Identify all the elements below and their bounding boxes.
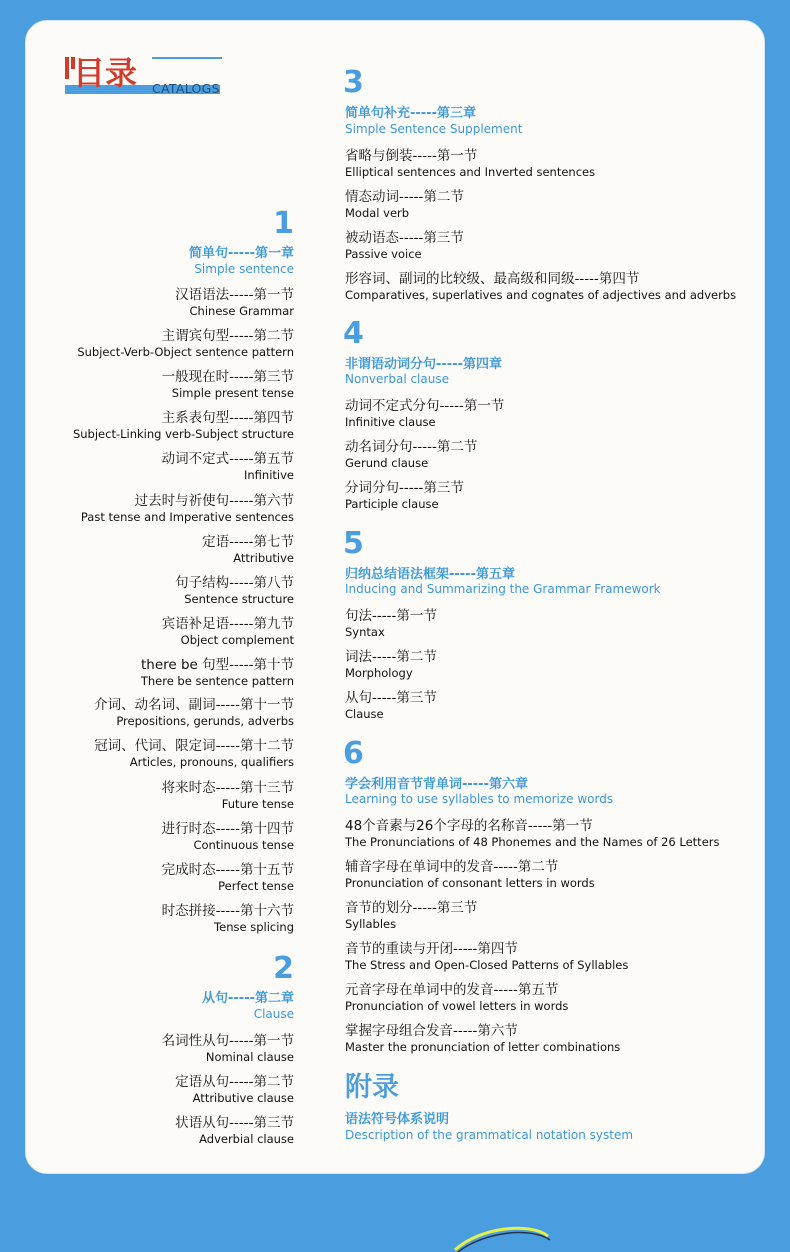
section-title-zh: 主系表句型-----第四节 (161, 410, 294, 426)
section-item[interactable] (345, 271, 736, 302)
chapter-title-zh[interactable]: 非谓语动词分句-----第四章 (345, 357, 502, 372)
section-title-zh: 词法-----第二节 (345, 649, 437, 665)
chapter-title-zh[interactable]: 简单句补充-----第三章 (345, 106, 476, 121)
section-title-en: Pronunciation of vowel letters in words (345, 999, 569, 1013)
section-title-en: Syntax (345, 625, 385, 639)
section-title-zh: 48个音素与26个字母的名称音-----第一节 (345, 818, 593, 834)
section-title-zh: 元音字母在单词中的发音-----第五节 (345, 982, 559, 998)
section-title-en: Modal verb (345, 206, 410, 220)
chapter-number: 6 (343, 736, 364, 771)
section-title-zh: 冠词、代词、限定词-----第十二节 (94, 738, 294, 754)
section-title-zh: 分词分句-----第三节 (345, 480, 464, 496)
section-title-zh: 音节的划分-----第三节 (345, 900, 478, 916)
section-item[interactable] (141, 657, 294, 688)
section-title-en: Past tense and Imperative sentences (80, 510, 294, 524)
section-title-en: Perfect tense (218, 879, 294, 893)
section-title-en: Nominal clause (205, 1050, 294, 1064)
section-title-en: Clause (345, 707, 384, 721)
section-item[interactable] (94, 697, 294, 728)
section-title-zh: there be 句型-----第十节 (140, 657, 294, 673)
chapter-number: 4 (343, 316, 364, 351)
section-item[interactable] (175, 287, 294, 318)
chapter-title-zh[interactable]: 从句-----第二章 (202, 991, 294, 1006)
chapter-number: 3 (343, 65, 364, 100)
section-item[interactable] (162, 862, 294, 893)
section-title-zh: 汉语语法-----第一节 (175, 287, 294, 303)
section-title-en: Infinitive (244, 468, 294, 482)
chapter-title-en: Inducing and Summarizing the Grammar Framework (345, 582, 661, 596)
section-title-zh: 情态动词-----第二节 (345, 189, 464, 205)
section-item[interactable] (345, 941, 628, 972)
section-item[interactable] (345, 818, 720, 849)
section-title-en: Object complement (180, 633, 294, 647)
catalog-subtitle: CATALOGS (152, 81, 220, 96)
chapter-title-en: Nonverbal clause (345, 372, 449, 386)
section-item[interactable] (175, 1074, 294, 1105)
section-title-zh: 动词不定式-----第五节 (161, 451, 294, 467)
section-title-en: Passive voice (345, 247, 422, 261)
section-title-zh: 名词性从句-----第一节 (161, 1033, 294, 1049)
section-item[interactable] (73, 410, 294, 441)
section-item[interactable] (345, 1023, 620, 1054)
chapter-title-en: Simple sentence (194, 262, 294, 276)
section-item[interactable] (202, 534, 294, 565)
section-item[interactable] (345, 859, 595, 890)
section-item[interactable] (175, 1115, 294, 1146)
chapter-title-zh[interactable]: 归纳总结语法框架-----第五章 (345, 567, 515, 582)
appendix-item-zh[interactable]: 语法符号体系说明 (345, 1112, 450, 1127)
section-title-en: Morphology (345, 666, 413, 680)
section-title-en: Attributive (233, 551, 294, 565)
chapter-title-en: Learning to use syllables to memorize words (345, 792, 614, 806)
chapter-title-zh[interactable]: 学会利用音节背单词-----第六章 (345, 777, 528, 792)
section-title-en: Subject-Verb-Object sentence pattern (77, 345, 294, 359)
section-title-zh: 句子结构-----第八节 (175, 575, 294, 591)
section-title-zh: 辅音字母在单词中的发音-----第二节 (345, 859, 559, 875)
section-title-en: There be sentence pattern (140, 674, 294, 688)
appendix-item-en: Description of the grammatical notation system (345, 1128, 634, 1142)
section-title-zh: 形容词、副词的比较级、最高级和同级-----第四节 (345, 271, 640, 287)
section-title-en: The Pronunciations of 48 Phonemes and the Names of 26 Letters (345, 835, 720, 849)
section-title-en: Participle clause (345, 497, 439, 511)
section-title-en: The Stress and Open-Closed Patterns of Syllables (345, 958, 629, 972)
section-title-zh: 过去时与祈使句-----第六节 (134, 493, 294, 509)
section-title-en: Articles, pronouns, qualifiers (129, 755, 294, 769)
chapter-title-en: Simple Sentence Supplement (345, 122, 523, 136)
section-title-en: Master the pronunciation of letter combinations (345, 1040, 621, 1054)
section-title-zh: 介词、动名词、副词-----第十一节 (94, 697, 294, 713)
section-title-zh: 被动语态-----第三节 (345, 230, 464, 246)
section-title-en: Elliptical sentences and Inverted sentences (345, 165, 596, 179)
section-item[interactable] (162, 451, 294, 482)
decorative-swirl-icon (450, 1222, 560, 1252)
section-title-zh: 定语-----第七节 (202, 534, 294, 550)
section-item[interactable] (77, 328, 294, 359)
section-title-en: Future tense (221, 797, 294, 811)
section-title-en: Subject-Linking verb-Subject structure (72, 427, 294, 441)
section-item[interactable] (345, 439, 477, 470)
section-item[interactable] (345, 189, 464, 220)
section-item[interactable] (162, 1033, 294, 1064)
section-title-en: Comparatives, superlatives and cognates of adjectives and adverbs (345, 288, 737, 302)
section-item[interactable] (345, 649, 437, 680)
section-item[interactable] (162, 780, 294, 811)
section-title-zh: 状语从句-----第三节 (175, 1115, 294, 1131)
section-item[interactable] (345, 398, 504, 429)
section-title-en: Infinitive clause (345, 415, 436, 429)
section-item[interactable] (345, 230, 464, 261)
section-title-zh: 掌握字母组合发音-----第六节 (345, 1023, 518, 1039)
section-title-zh: 时态拼接-----第十六节 (161, 903, 294, 919)
section-title-en: Sentence structure (184, 592, 294, 606)
section-item[interactable] (81, 493, 294, 524)
section-title-en: Chinese Grammar (189, 304, 294, 318)
section-title-en: Continuous tense (193, 838, 294, 852)
section-item[interactable] (162, 903, 294, 934)
section-title-zh: 动名词分句-----第二节 (345, 439, 478, 455)
section-title-zh: 定语从句-----第二节 (175, 1074, 294, 1090)
section-item[interactable] (345, 982, 568, 1013)
section-title-en: Syllables (345, 917, 397, 931)
section-item[interactable] (345, 148, 595, 179)
section-title-en: Adverbial clause (199, 1132, 294, 1146)
chapter-title-zh[interactable]: 简单句-----第一章 (189, 246, 294, 261)
section-title-zh: 动词不定式分句-----第一节 (345, 398, 505, 414)
section-title-zh: 省略与倒装-----第一节 (345, 148, 478, 164)
section-title-en: Gerund clause (345, 456, 429, 470)
section-title-zh: 一般现在时-----第三节 (161, 369, 294, 385)
chapter-number: 1 (273, 206, 294, 241)
section-title-zh: 主谓宾句型-----第二节 (161, 328, 294, 344)
section-title-zh: 进行时态-----第十四节 (161, 821, 294, 837)
section-title-zh: 完成时态-----第十五节 (161, 862, 294, 878)
chapter-title-en: Clause (253, 1007, 294, 1021)
section-title-en: Pronunciation of consonant letters in words (345, 876, 595, 890)
header-top-line (152, 57, 222, 59)
section-item[interactable] (162, 369, 294, 400)
chapter-number: 2 (273, 951, 294, 986)
section-item[interactable] (345, 900, 477, 931)
header-mark (65, 57, 69, 79)
appendix-title: 附录 (345, 1072, 399, 1103)
section-item[interactable] (345, 690, 437, 721)
section-title-zh: 将来时态-----第十三节 (161, 780, 294, 796)
catalog-header (65, 55, 225, 100)
section-item[interactable] (162, 821, 294, 852)
chapter-number: 5 (343, 526, 364, 561)
section-title-zh: 句法-----第一节 (345, 608, 437, 624)
section-item[interactable] (345, 608, 437, 639)
section-title-zh: 音节的重读与开闭-----第四节 (345, 941, 518, 957)
section-item[interactable] (345, 480, 464, 511)
section-item[interactable] (162, 616, 294, 647)
section-title-en: Simple present tense (171, 386, 294, 400)
section-title-en: Prepositions, gerunds, adverbs (116, 714, 294, 728)
section-item[interactable] (175, 575, 294, 606)
section-title-en: Attributive clause (192, 1091, 294, 1105)
section-title-zh: 宾语补足语-----第九节 (161, 616, 294, 632)
catalog-title: 目录 (73, 54, 138, 92)
section-title-en: Tense splicing (214, 920, 294, 934)
section-title-zh: 从句-----第三节 (345, 690, 437, 706)
section-item[interactable] (94, 738, 294, 769)
